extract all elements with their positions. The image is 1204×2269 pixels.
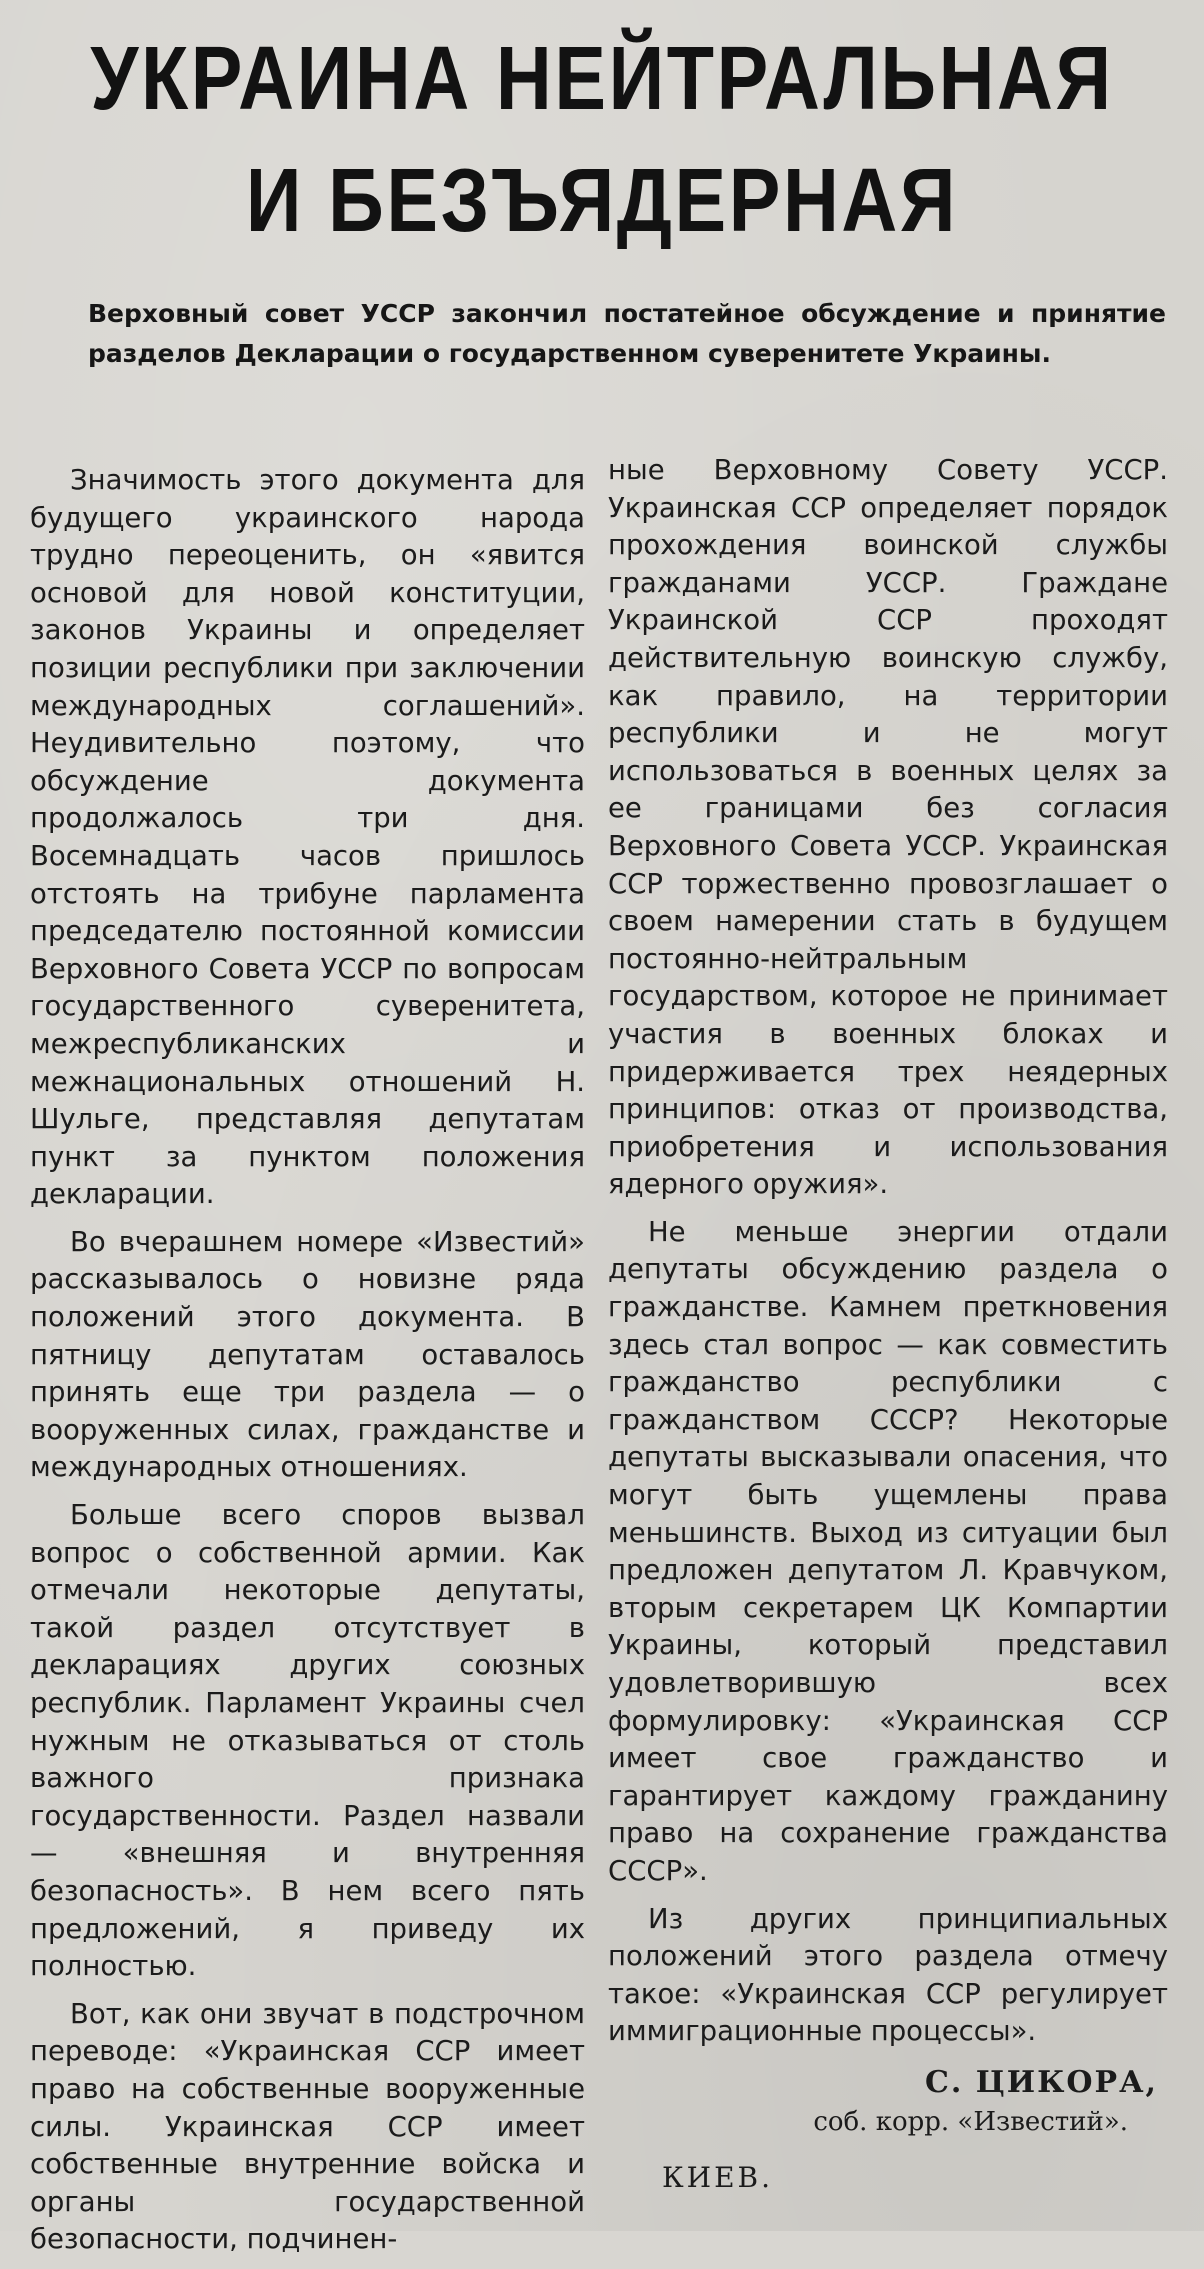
article-paragraph: Вот, как они звучат в подстрочном переводе: «Украинская ССР имеет право на собственные вооруженные силы. Украинская ССР имеет собственные внутренние войска и органы государственной безопасности, подчинен- [30,1997,585,2256]
lead-paragraph: Верховный совет УССР закончил постатейное обсуждение и принятие разделов Декларации о государственном суверенитете Украины. [88,299,1166,368]
article-paragraph: Значимость этого документа для будущего украинского народа трудно переоценить, он «явится основой для новой конституции, законов Украины и определяет позиции республики при заключении международных соглашений». Неудивительно поэтому, что обсуждение документа продолжалось три дня. Восемнадцать часов пришлось отстоять на трибуне парламента председателю постоянной комиссии Верховного Совета УССР по вопросам государственного суверенитета, межреспубликанских и межнациональных отношений Н. Шульге, представляя депутатам пункт за пунктом положения декларации. [30,464,585,1211]
article-paragraph: Не меньше энергии отдали депутаты обсуждению раздела о гражданстве. Камнем преткновения здесь стал вопрос — как совместить гражданство республики с гражданством СССР? Некоторые депутаты высказывали опасения, что могут быть ущемлены права меньшинств. Выход из ситуации был предложен депутатом Л. Кравчуком, вторым секретарем ЦК Компартии Украины, который представил удовлетворившую всех формулировку: «Украинская ССР имеет свое гражданство и гарантирует каждому гражданину право на сохранение гражданства СССР». [608,1215,1168,1887]
article-paragraph: Из других принципиальных положений этого раздела отмечу такое: «Украинская ССР регулирует иммиграционные процессы». [608,1902,1168,2048]
left-column [30,462,585,2269]
article-paragraph: Больше всего споров вызвал вопрос о собственной армии. Как отмечали некоторые депутаты, такой раздел отсутствует в декларациях других союзных республик. Парламент Украины счел нужным не отказываться от столь важного признака государственности. Раздел назвали — «внешняя и внутренняя безопасность». В нем всего пять предложений, я приведу их полностью. [30,1499,585,1983]
headline-line-2: И БЕЗЪЯДЕРНАЯ [245,151,959,251]
article-paragraph: ные Верховному Совету УССР. Украинская ССР определяет порядок прохождения воинской службы гражданами УССР. Граждане Украинской ССР проходят действительную воинскую службу, как правило, на территории республики и не могут использоваться в военных целях за ее границами без согласия Верховного Совета УССР. Украинская ССР торжественно провозглашает о своем намерении стать в будущем постоянно-нейтральным государством, которое не принимает участия в военных блоках и придерживается трех неядерных принципов: отказ от производства, приобретения и использования ядерного оружия». [608,454,1168,1201]
article-paragraph: Во вчерашнем номере «Известий» рассказывалось о новизне ряда положений этого документа. В пятницу депутатам оставалось принять еще три раздела — о вооруженных силах, гражданстве и международных отношениях. [30,1225,585,1484]
right-column [608,452,1168,2197]
author-name: С. ЦИКОРА, [925,2064,1158,2100]
dateline-city: КИЕВ. [662,2160,774,2194]
author-title: соб. корр. «Известий». [813,2106,1128,2137]
headline-line-1: УКРАИНА НЕЙТРАЛЬНАЯ [90,29,1114,129]
byline [608,2063,1168,2197]
headline [84,18,1119,262]
